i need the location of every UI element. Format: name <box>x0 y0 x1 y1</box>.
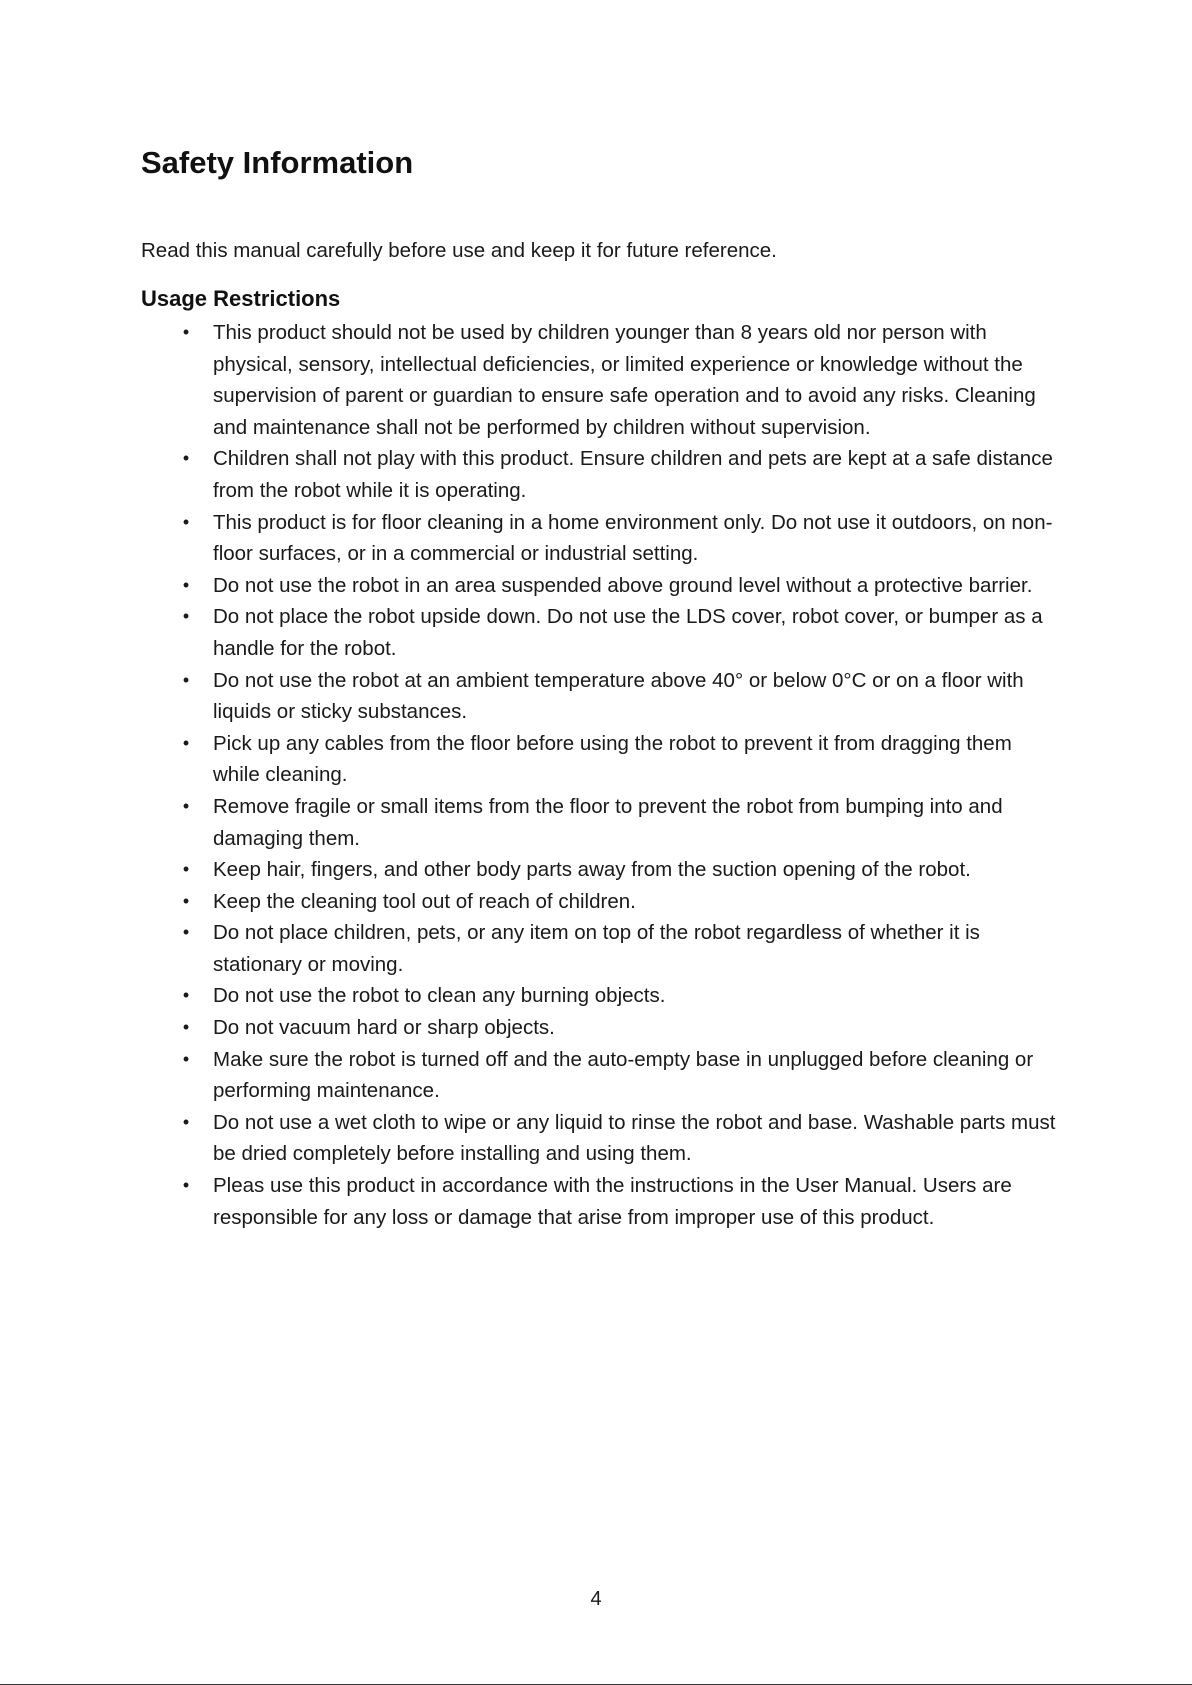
list-item <box>182 980 1063 1012</box>
intro-text: Read this manual carefully before use and keep it for future reference. <box>141 239 777 262</box>
list-item <box>182 728 1063 791</box>
bullet-icon: • <box>182 322 190 342</box>
usage-restrictions-list <box>182 317 1063 1233</box>
list-item-text: Pleas use this product in accordance with the instructions in the User Manual. Users are responsible for any loss or damage that arise from improper use of this product. <box>213 1174 1012 1229</box>
bullet-icon: • <box>182 922 190 943</box>
list-item <box>182 443 1063 506</box>
bullet-icon: • <box>182 574 190 595</box>
bullet-icon: • <box>182 448 190 469</box>
bullet-icon: • <box>182 732 190 753</box>
bullet-icon: • <box>182 1111 190 1132</box>
bullet-icon: • <box>182 859 190 880</box>
bullet-icon: • <box>182 511 190 532</box>
list-item <box>182 886 1063 918</box>
list-item <box>182 665 1063 728</box>
list-item <box>182 570 1063 602</box>
bullet-icon: • <box>182 890 190 911</box>
section-heading: Usage Restrictions <box>141 286 341 311</box>
list-item <box>182 1170 1063 1233</box>
list-item-text: Make sure the robot is turned off and the auto-empty base in unplugged before cleaning or performing maintenance. <box>213 1047 1034 1103</box>
list-item <box>182 854 1063 886</box>
bullet-icon: • <box>182 606 190 627</box>
list-item-text: This product should not be used by children younger than 8 years old nor person with physical, sensory, intellectual deficiencies, or limited experience or knowledge without the supervision of parent or guardian to ensure safe operation and to avoid any risks. Cleaning and maintenance shall not be performed by children without supervision. <box>213 321 1036 439</box>
list-item <box>182 317 1063 443</box>
bullet-icon: • <box>182 1017 190 1038</box>
list-item <box>182 791 1063 854</box>
list-item-text: Children shall not play with this product. Ensure children and pets are kept at a safe distance from the robot while it is operating. <box>213 447 1053 502</box>
list-item-text: Keep the cleaning tool out of reach of children. <box>213 889 636 913</box>
list-item-text: Do not place the robot upside down. Do not use the LDS cover, robot cover, or bumper as a handle for the robot. <box>213 605 1043 660</box>
list-item-text: Pick up any cables from the floor before using the robot to prevent it from dragging them while cleaning. <box>213 731 1012 787</box>
list-item <box>182 507 1063 570</box>
list-item-text: Do not use a wet cloth to wipe or any liquid to rinse the robot and base. Washable parts must be dried completely before installing and using them. <box>213 1110 1056 1166</box>
list-item-text: This product is for floor cleaning in a home environment only. Do not use it outdoors, on non-floor surfaces, or in a commercial or industrial setting. <box>213 510 1053 566</box>
list-item <box>182 1012 1063 1044</box>
page-number: 4 <box>590 1588 602 1610</box>
bullet-icon: • <box>182 795 190 816</box>
list-item-text: Do not place children, pets, or any item on top of the robot regardless of whether it is stationary or moving. <box>213 921 980 976</box>
page-title: Safety Information <box>141 145 414 180</box>
list-item-text: Do not use the robot at an ambient temperature above 40° or below 0°C or on a floor with liquids or sticky substances. <box>213 668 1024 724</box>
list-item-text: Do not vacuum hard or sharp objects. <box>213 1016 555 1040</box>
bullet-icon: • <box>182 1175 190 1196</box>
list-item-text: Do not use the robot to clean any burning objects. <box>213 984 666 1008</box>
list-item <box>182 1044 1063 1107</box>
bullet-icon: • <box>182 985 190 1006</box>
list-item <box>182 601 1063 664</box>
list-item-text: Keep hair, fingers, and other body parts away from the suction opening of the robot. <box>213 858 971 882</box>
bullet-icon: • <box>182 669 190 690</box>
bullet-icon: • <box>182 1048 190 1069</box>
list-item <box>182 917 1063 980</box>
list-item-text: Do not use the robot in an area suspended above ground level without a protective barrier. <box>213 573 1033 597</box>
list-item <box>182 1107 1063 1170</box>
list-item-text: Remove fragile or small items from the floor to prevent the robot from bumping into and damaging them. <box>213 794 1003 850</box>
